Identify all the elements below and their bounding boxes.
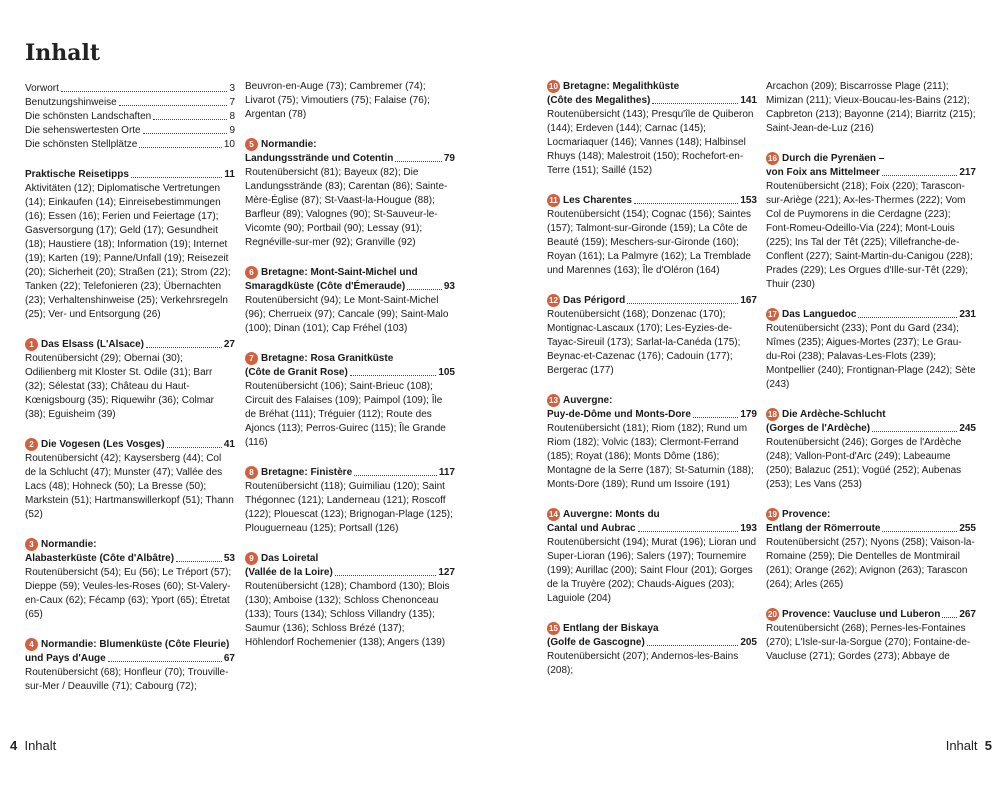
chapter-title: Das Elsass (L'Alsace): [41, 339, 144, 350]
chapter-heading-line: [25, 438, 235, 452]
chapter-title: Bretagne: Finistère: [261, 467, 353, 478]
chapter-number-badge: 16: [766, 152, 779, 165]
chapter-entry: [766, 152, 976, 292]
chapter-places: Routenübersicht (94); Le Mont-Saint-Michel (96); Cherrueix (97); Cancale (99); Saint-Malo (100); Dinan (101); Cap Fréhel (103): [245, 295, 449, 334]
chapter-heading-line: [766, 152, 976, 166]
chapter-entry: [245, 466, 455, 536]
chapter-places: Routenübersicht (143); Presqu'île de Quiberon (144); Erdeven (144); Carnac (145); Locmariaquer (146); Vannes (148); Halbinsel Rhuys (148); Malestroit (150); Rochefort-en-Terre (151); Saillé (152): [547, 109, 754, 176]
leader-dots: [153, 110, 227, 120]
intro-list: [25, 82, 235, 152]
intro-item: [25, 110, 235, 124]
chapter-page: 167: [740, 295, 757, 306]
chapter-places: Routenübersicht (154); Cognac (156); Saintes (157); Talmont-sur-Gironde (159); La Côte de Beauté (159); Meschers-sur-Gironde (160); Royan (161); La Palmyre (162); La Tremblade und Marennes (163); Île d'Oléron (164): [547, 209, 752, 276]
chapter-number-badge: 12: [547, 294, 560, 307]
intro-item: [25, 96, 235, 110]
chapter-title: Bretagne: Mont-Saint-Michel und: [261, 267, 418, 278]
chapter-number-badge: 8: [245, 466, 258, 479]
chapter-heading-line: [245, 266, 455, 280]
chapter-places: Routenübersicht (118); Guimiliau (120); Saint Thégonnec (121); Landerneau (121); Roscoff (122); Plouescat (123); Brignogan-Plage (125); Plouguerneau (125); Portsall (126): [245, 481, 453, 534]
chapter-page: 79: [443, 153, 455, 164]
chapter-page: 255: [959, 523, 976, 534]
intro-item: [25, 138, 235, 152]
intro-item-page: 9: [229, 125, 235, 136]
chapter-heading-line: [547, 194, 757, 208]
leader-dots: [638, 522, 739, 532]
leader-dots: [167, 438, 222, 448]
chapter-title: Normandie:: [261, 139, 317, 150]
leader-dots: [108, 652, 222, 662]
chapter-entry: [25, 538, 235, 622]
toc-column-4: [766, 80, 976, 680]
chapter-number-badge: 5: [245, 138, 258, 151]
chapter-places: Beuvron-en-Auge (73); Cambremer (74); Livarot (75); Vimoutiers (75); Falaise (76); Argentan (78): [245, 81, 430, 120]
chapter-title: Entlang der Römerroute: [766, 523, 881, 534]
chapter-number-badge: 7: [245, 352, 258, 365]
chapter-places: Routenübersicht (128); Chambord (130); Blois (130); Amboise (132); Schloss Chenonceau (133); Tours (134); Schloss Villandry (135); Saumur (136); Schloss Brézé (137); Höhlendorf Rochemenier (138); Angers (139): [245, 581, 450, 648]
chapter-entry: [245, 266, 455, 336]
chapter-page: 245: [959, 423, 976, 434]
chapter-places: Routenübersicht (207); Andernos-les-Bains (208);: [547, 651, 739, 676]
chapter-places: Routenübersicht (42); Kaysersberg (44); Col de la Schlucht (47); Munster (47); Vallée des Lacs (48); Hohneck (50); La Bresse (50); Markstein (51); Hartmanswillerkopf (51); Thann (52): [25, 453, 234, 520]
chapter-places: Routenübersicht (218); Foix (220); Tarascon-sur-Ariège (221); Ax-les-Thermes (222); Vom Col de Puymorens in die Cerdagne (223); Font-Romeu-Odeillo-Via (224); Mont-Louis (225); Ins Tal der Têt (225); Villefranche-de-Conflent (227); Saint-Martin-du-Canigou (228); Prades (229); Les Orgues d'Ille-sur-Têt (229); Thuir (230): [766, 181, 973, 290]
chapter-page: 193: [740, 523, 757, 534]
chapter-heading-line: [245, 366, 455, 380]
intro-item-label: Die sehenswertesten Orte: [25, 125, 141, 136]
chapter-heading-line: [766, 522, 976, 536]
chapter-entry: [25, 638, 235, 694]
intro-item-page: 10: [223, 139, 235, 150]
chapter-number-badge: 13: [547, 394, 560, 407]
chapter-page: 105: [438, 367, 455, 378]
chapter-entry: [547, 194, 757, 278]
chapter-title: Provence:: [782, 509, 831, 520]
chapter-entry: [766, 408, 976, 492]
chapter-page: 93: [443, 281, 455, 292]
tips-heading: [25, 168, 235, 182]
chapter-title: Puy-de-Dôme und Monts-Dore: [547, 409, 691, 420]
chapter-page: 53: [223, 553, 235, 564]
chapter-places: Routenübersicht (194); Murat (196); Lioran und Super-Lioran (196); Salers (197); Tournemire (199); Aurillac (200); Saint Flour (201); Gorges de la Truyère (202); Chauds-Aigues (203); Laguiole (204): [547, 537, 757, 604]
leader-dots: [858, 308, 957, 318]
chapter-entry: [766, 308, 976, 392]
chapter-places: Routenübersicht (233); Pont du Gard (234); Nîmes (235); Aigues-Mortes (237); Le Grau-du-Roi (238); Palavas-Les-Flots (239); Montpellier (240); Frontignan-Plage (242); Sète (243): [766, 323, 976, 390]
chapter-heading-line: [547, 508, 757, 522]
leader-dots: [354, 466, 437, 476]
chapter-heading-line: [245, 466, 455, 480]
leader-dots: [143, 124, 228, 134]
chapter-title: Auvergne:: [563, 395, 613, 406]
intro-item-page: 7: [229, 97, 235, 108]
leader-dots: [131, 168, 222, 178]
chapter-places: Routenübersicht (268); Pernes-les-Fontaines (270); L'Isle-sur-la-Sorgue (270); Fontaine-de-Vaucluse (271); Gordes (273); Abbaye de: [766, 623, 971, 662]
chapter-entry: [25, 338, 235, 422]
chapter-title: Smaragdküste (Côte d'Émeraude): [245, 281, 406, 292]
chapter-page: 141: [740, 95, 757, 106]
chapter-title: Normandie: Blumenküste (Côte Fleurie): [41, 639, 230, 650]
leader-dots: [146, 338, 222, 348]
chapter-entry: [766, 508, 976, 592]
chapter-title: Cantal und Aubrac: [547, 523, 636, 534]
chapter-title: Entlang der Biskaya: [563, 623, 659, 634]
toc-column-3: [547, 80, 757, 694]
chapter-heading-line: [547, 94, 757, 108]
chapter-number-badge: 9: [245, 552, 258, 565]
chapter-heading-line: [547, 622, 757, 636]
chapter-heading-line: [766, 408, 976, 422]
leader-dots: [61, 82, 228, 92]
chapter-title: Das Languedoc: [782, 309, 857, 320]
chapter-title: Die Ardèche-Schlucht: [782, 409, 886, 420]
chapter-heading-line: [766, 508, 976, 522]
intro-item: [25, 124, 235, 138]
leader-dots: [942, 608, 957, 618]
chapter-entry: [766, 80, 976, 136]
chapter-entry: [547, 294, 757, 378]
chapter-heading-line: [25, 538, 235, 552]
chapter-title: (Gorges de l'Ardèche): [766, 423, 871, 434]
chapter-heading-line: [766, 308, 976, 322]
chapter-title: Das Périgord: [563, 295, 626, 306]
footer-right: [946, 738, 992, 753]
chapter-number-badge: 1: [25, 338, 38, 351]
chapter-number-badge: 15: [547, 622, 560, 635]
footer-left-label: Inhalt: [24, 738, 57, 753]
chapter-heading-line: [547, 522, 757, 536]
intro-item-label: Die schönsten Landschaften: [25, 111, 152, 122]
footer-right-page-number: 5: [984, 738, 992, 753]
chapter-title: (Côte des Megalithes): [547, 95, 651, 106]
chapter-entry: [245, 552, 455, 650]
leader-dots: [335, 566, 437, 576]
chapter-number-badge: 18: [766, 408, 779, 421]
chapter-number-badge: 3: [25, 538, 38, 551]
chapter-number-badge: 6: [245, 266, 258, 279]
chapter-entry: [547, 508, 757, 606]
chapter-heading-line: [766, 608, 976, 622]
chapter-heading-line: [25, 638, 235, 652]
leader-dots: [119, 96, 228, 106]
chapter-title: Bretagne: Megalithküste: [563, 81, 680, 92]
chapter-page: 153: [740, 195, 757, 206]
toc-column-2: [245, 80, 455, 666]
chapter-heading-line: [25, 338, 235, 352]
chapter-number-badge: 11: [547, 194, 560, 207]
chapter-heading-line: [25, 652, 235, 666]
chapter-places: Routenübersicht (68); Honfleur (70); Trouville-sur-Mer / Deauville (71); Cabourg (72);: [25, 667, 229, 692]
tips-page: 11: [224, 169, 235, 180]
chapter-heading-line: [245, 152, 455, 166]
chapter-title: Alabasterküste (Côte d'Albâtre): [25, 553, 175, 564]
chapter-title: Provence: Vaucluse und Luberon: [782, 609, 941, 620]
chapter-entry: [245, 80, 455, 122]
leader-dots: [882, 166, 957, 176]
leader-dots: [350, 366, 437, 376]
intro-item-label: Die schönsten Stellplätze: [25, 139, 138, 150]
chapter-number-badge: 4: [25, 638, 38, 651]
intro-item-page: 3: [229, 83, 235, 94]
chapter-title: Auvergne: Monts du: [563, 509, 660, 520]
chapter-heading-line: [766, 166, 976, 180]
chapter-places: Routenübersicht (106); Saint-Brieuc (108); Circuit des Falaises (109); Paimpol (109); Île de Bréhat (111); Tréguier (112); Route des Ajoncs (113); Perros-Guirec (115); Île Grande (116): [245, 381, 446, 448]
chapter-page: 127: [438, 567, 455, 578]
leader-dots: [693, 408, 738, 418]
chapter-page: 41: [223, 439, 235, 450]
chapter-heading-line: [245, 566, 455, 580]
chapter-number-badge: 2: [25, 438, 38, 451]
chapter-number-badge: 10: [547, 80, 560, 93]
tips-title: Praktische Reisetipps: [25, 169, 129, 180]
intro-item-label: Vorwort: [25, 83, 59, 94]
leader-dots: [176, 552, 222, 562]
chapter-page: 267: [959, 609, 976, 620]
chapter-title: und Pays d'Auge: [25, 653, 106, 664]
intro-item: [25, 82, 235, 96]
leader-dots: [395, 152, 442, 162]
chapter-title: Durch die Pyrenäen –: [782, 153, 885, 164]
chapter-title: (Côte de Granit Rose): [245, 367, 348, 378]
intro-item-page: 8: [229, 111, 235, 122]
footer-left: [10, 738, 56, 753]
footer-right-label: Inhalt: [945, 738, 978, 753]
chapter-number-badge: 19: [766, 508, 779, 521]
chapter-page: 67: [223, 653, 235, 664]
chapter-heading-line: [547, 80, 757, 94]
leader-dots: [882, 522, 957, 532]
leader-dots: [872, 422, 957, 432]
chapter-entry: [25, 438, 235, 522]
chapter-places: Routenübersicht (81); Bayeux (82); Die Landungsstrände (83); Carentan (86); Sainte-Mère-Église (87); St-Vaast-la-Hougue (88); Barfleur (89); Valognes (90); St-Sauveur-le-Vicomte (90); Portbail (90); Lessay (91); Regnéville-sur-mer (92); Granville (92): [245, 167, 448, 248]
chapter-places: Routenübersicht (257); Nyons (258); Vaison-la-Romaine (259); Die Dentelles de Montmirail (261); Orange (262); Avignon (263); Tarascon (264); Arles (265): [766, 537, 975, 590]
tips-body: Aktivitäten (12); Diplomatische Vertretungen (14); Einkaufen (14); Einreisebestimmungen (16); Essen (16); Ferien und Feiertage (17); Gasversorgung (17); Geld (17); Gesundheit (18); Haustiere (18); Information (19); Internet (19); Karten (19); Panne/Unfall (19); Reisezeit (20); Sicherheit (20); Straßen (21); Strom (22); Tanken (22); Telefonieren (23); Übernachten (23); Verhaltenshinweise (25); Verkehrsregeln (25); Ver- und Entsorgung (26): [25, 183, 231, 320]
chapter-page: 27: [223, 339, 235, 350]
chapter-page: 231: [959, 309, 976, 320]
chapter-places: Routenübersicht (168); Donzenac (170); Montignac-Lascaux (170); Les-Eyzies-de-Tayac-Sireuil (173); Sarlat-la-Canéda (175); Beynac-et-Cazenac (176); Cadouin (177); Bergerac (177): [547, 309, 741, 376]
chapter-entry: [547, 622, 757, 678]
leader-dots: [139, 138, 222, 148]
chapter-places: Routenübersicht (29); Obernai (30); Odilienberg mit Kloster St. Odile (31); Barr (32); Sélestat (33); Château du Haut-Kœnigsbourg (35); Riquewihr (36); Colmar (38); Eguisheim (39): [25, 353, 214, 420]
chapter-title: Les Charentes: [563, 195, 632, 206]
chapter-places: Routenübersicht (54); Eu (56); Le Tréport (57); Dieppe (59); Veules-les-Roses (60); St-Valery-en-Caux (62); Fécamp (63); Yport (65); Étretat (65): [25, 567, 232, 620]
toc-column-1: [25, 82, 235, 710]
chapter-heading-line: [245, 280, 455, 294]
footer-left-page-number: 4: [10, 738, 18, 753]
chapter-page: 205: [740, 637, 757, 648]
chapter-places: Routenübersicht (181); Riom (182); Rund um Riom (182); Volvic (183); Clermont-Ferrand (185); Royat (186); Monts Dôme (186); Montagne de la Serre (187); St-Saturnin (188); Monts-Dore (189); Rund um Issoire (191): [547, 423, 754, 490]
chapter-heading-line: [245, 138, 455, 152]
chapter-entry: [547, 394, 757, 492]
chapter-number-badge: 17: [766, 308, 779, 321]
chapter-entry: [245, 138, 455, 250]
chapter-title: Das Loiretal: [261, 553, 319, 564]
chapter-title: Landungsstrände und Cotentin: [245, 153, 394, 164]
chapter-heading-line: [245, 552, 455, 566]
leader-dots: [634, 194, 738, 204]
chapter-title: (Vallée de la Loire): [245, 567, 333, 578]
chapter-entry: [766, 608, 976, 664]
chapter-places: Arcachon (209); Biscarrosse Plage (211); Mimizan (211); Vieux-Boucau-les-Bains (212); Capbreton (213); Bayonne (214); Biarritz (215); Saint-Jean-de-Luz (216): [766, 81, 976, 134]
leader-dots: [652, 94, 738, 104]
chapter-heading-line: [547, 294, 757, 308]
leader-dots: [407, 280, 442, 290]
chapter-heading-line: [766, 422, 976, 436]
page-title: Inhalt: [25, 40, 101, 66]
chapter-heading-line: [245, 352, 455, 366]
tips-section: [25, 168, 235, 322]
chapter-entry: [245, 352, 455, 450]
chapter-title: Normandie:: [41, 539, 97, 550]
chapter-number-badge: 20: [766, 608, 779, 621]
chapter-heading-line: [25, 552, 235, 566]
chapter-number-badge: 14: [547, 508, 560, 521]
chapter-heading-line: [547, 408, 757, 422]
leader-dots: [627, 294, 738, 304]
chapter-title: Die Vogesen (Les Vosges): [41, 439, 165, 450]
chapter-page: 117: [438, 467, 455, 478]
chapter-page: 217: [959, 167, 976, 178]
intro-item-label: Benutzungshinweise: [25, 97, 117, 108]
leader-dots: [647, 636, 739, 646]
chapter-heading-line: [547, 636, 757, 650]
chapter-heading-line: [547, 394, 757, 408]
chapter-entry: [547, 80, 757, 178]
chapter-places: Routenübersicht (246); Gorges de l'Ardèche (248); Vallon-Pont-d'Arc (249); Labeaume (250); Balazuc (251); Vogüé (252); Aubenas (253); Les Vans (253): [766, 437, 962, 490]
chapter-title: (Golfe de Gascogne): [547, 637, 645, 648]
chapter-title: von Foix ans Mittelmeer: [766, 167, 880, 178]
chapter-title: Bretagne: Rosa Granitküste: [261, 353, 394, 364]
chapter-page: 179: [740, 409, 757, 420]
